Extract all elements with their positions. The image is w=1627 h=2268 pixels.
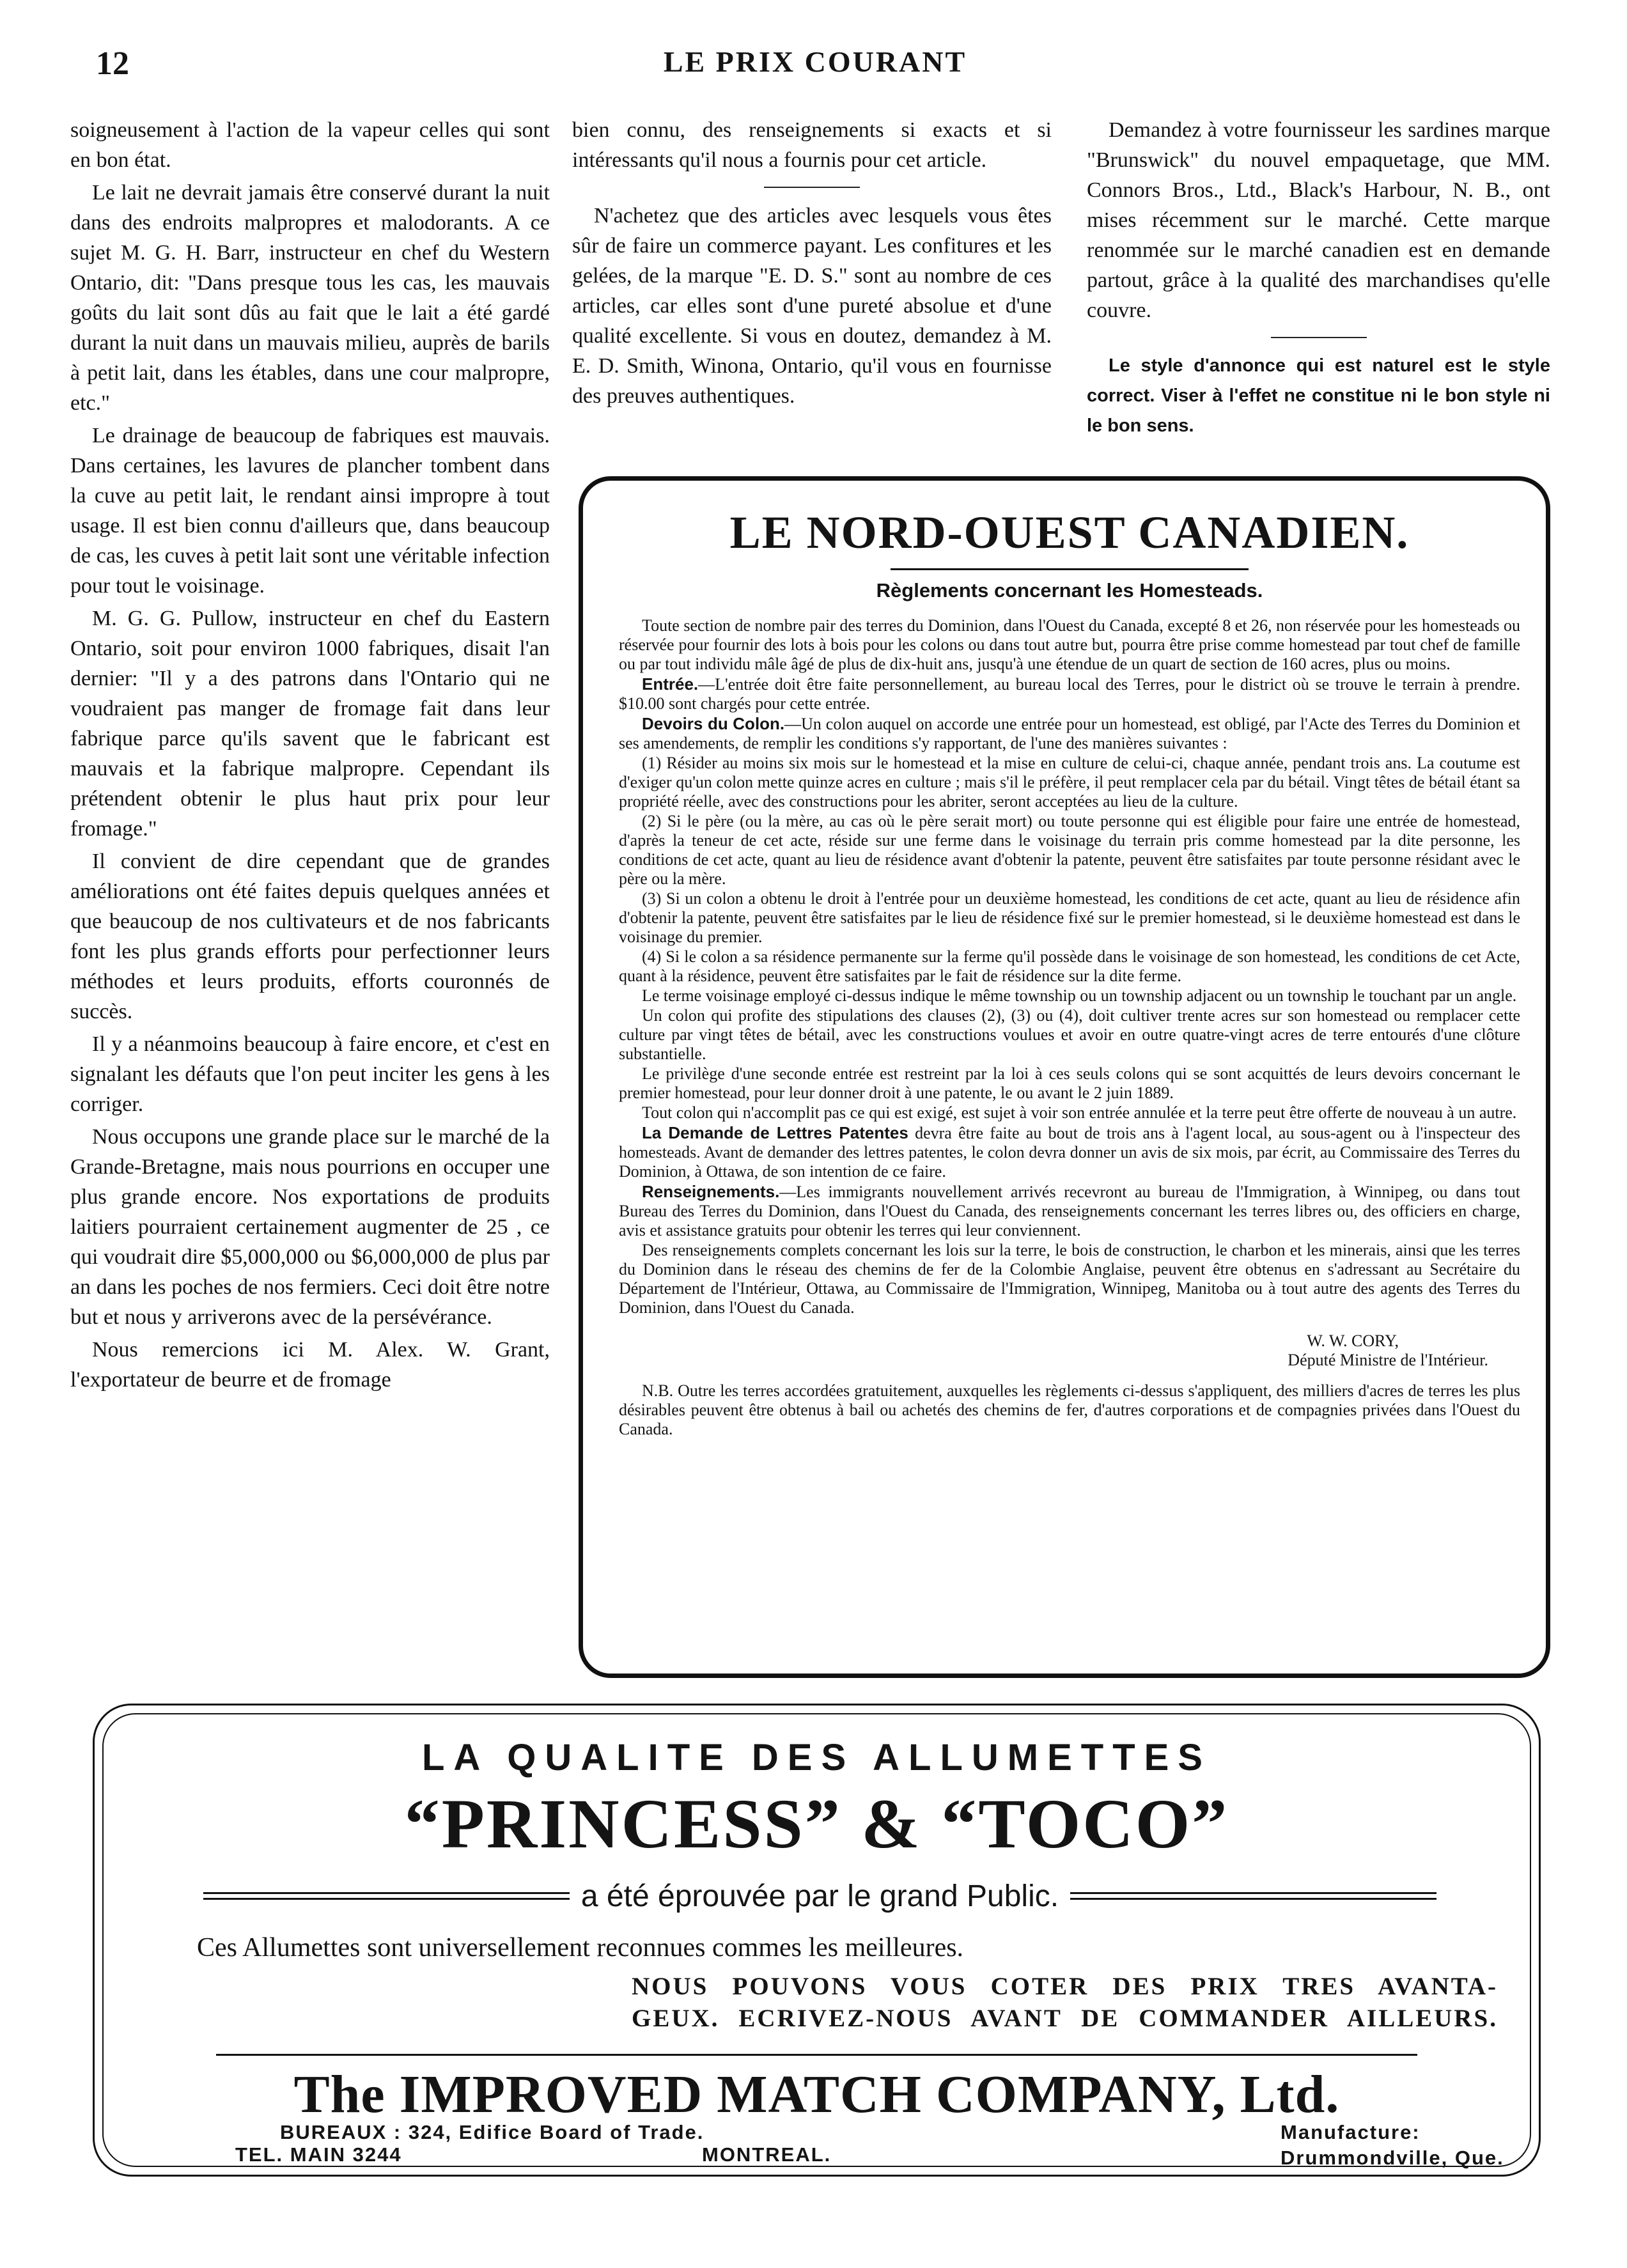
ad-tested-text: a été éprouvée par le grand Public.: [580, 1879, 1059, 1913]
journal-title: LE PRIX COURANT: [663, 45, 967, 78]
ad-recognized-text: Ces Allumettes sont universellement reconnues commes les meilleures.: [197, 1933, 964, 1962]
style-maxim: Le style d'annonce qui est naturel est le style correct. Viser à l'effet ne constitue ni le bon style ni le bon sens.: [1087, 355, 1550, 436]
regulation-text: —Les immigrants nouvellement arrivés recevront au bureau de l'Immigration, à Winnipeg, ou dans tout Bureau des Terres du Dominion, dans l'Ouest du Canada, des renseignements concernant les terres libres ou, des officiers en charge, avis et assistance gratuits pour obtenir les terres qui leur conviennent.: [619, 1183, 1520, 1239]
regulation-text: —Un colon auquel on accorde une entrée pour un homestead, est obligé, par l'Acte des Terres du Dominion et ses amendements, de remplir les conditions s'y rapportant, de l'une des manières suivantes :: [619, 715, 1520, 752]
divider: [216, 2054, 1417, 2056]
eds-notice: N'achetez que des articles avec lesquels vous êtes sûr de faire un commerce payant. Les confitures et les gelées, de la marque "E. D. S." sont au nombre de ces articles, car elles sont d'une pureté absolue et d'une qualité excellente. Si vous en doutez, demandez à M. E. D. Smith, Winona, Ontario, qu'il vous en fournisse des preuves authentiques.: [572, 204, 1052, 408]
article-paragraph: Il convient de dire cependant que de grandes améliorations ont été faites depuis quelques années et que beaucoup de nos cultivateurs et de nos fabricants font les plus grands efforts pour perfectionner leurs méthodes et leurs produits, efforts couronnés de succès.: [70, 850, 550, 1023]
ad-tested-row: [203, 1877, 1436, 1915]
ad-office-city: MONTREAL.: [702, 2143, 832, 2166]
regulation-paragraph: Toute section de nombre pair des terres du Dominion, dans l'Ouest du Canada, excepté 8 et 26, non réservée pour les homesteads ou réservée pour fournir des lots à bois pour les colons ou dans tout autre but, pourra être prise comme homestead par tout chef de famille ou par tout individu mâle âgé de plus de dix-huit ans, jusqu'à une étendue de un quart de section de 160 acres, plus ou moins.: [619, 616, 1520, 673]
article-column-middle: [572, 115, 1052, 451]
article-column-left: [70, 115, 550, 1668]
match-company-advertisement: [93, 1704, 1541, 2177]
signature-name: W. W. CORY,: [1307, 1332, 1399, 1350]
ad-telephone: TEL. MAIN 3244: [235, 2143, 402, 2166]
regulation-paragraph: [619, 674, 1520, 713]
ad-office-address: BUREAUX : 324, Edifice Board of Trade.: [280, 2121, 705, 2143]
article-paragraph: bien connu, des renseignements si exacts et si intéressants qu'il nous a fournis pour cet article.: [572, 118, 1052, 172]
ad-brand-names: “PRINCESS” & “TOCO”: [404, 1785, 1229, 1863]
regulation-paragraph: Un colon qui profite des stipulations des clauses (2), (3) ou (4), doit cultiver trente acres sur son homestead ou remplacer cette culture par vingt têtes de bétail, avec les constructions voulues et avoir en outre quatre-vingt acres de terre entourés d'une clôture substantielle.: [619, 1006, 1520, 1063]
homestead-regulations-notice: [579, 476, 1550, 1678]
regulation-condition: (3) Si un colon a obtenu le droit à l'entrée pour un deuxième homestead, les conditions de cet acte, quant au lieu de résidence afin d'obtenir la patente, peuvent être satisfaites par le lieu de résidence fixé sur le premier homestead, si le deuxième homestead est dans le voisinage du premier.: [619, 889, 1520, 946]
regulation-text: —L'entrée doit être faite personnellement, au bureau local des Terres, pour le district où se trouve le terrain à prendre. $10.00 sont chargés pour cette entrée.: [619, 675, 1520, 713]
regulation-paragraph: [619, 1182, 1520, 1240]
regulation-paragraph: Le privilège d'une seconde entrée est restreint par la loi à ces seuls colons qui se sont acquittés de leurs devoirs concernant le premier homestead, pour leur donner droit à une patente, le ou avant le 2 juin 1889.: [619, 1064, 1520, 1102]
ad-factory-label: Manufacture:: [1281, 2121, 1421, 2143]
divider: [891, 568, 1249, 570]
ad-price-offer-line: GEUX. ECRIVEZ-NOUS AVANT DE COMMANDER AILLEURS.: [632, 2005, 1498, 2032]
divider: [1271, 337, 1367, 338]
page-header: [96, 45, 1534, 89]
divider: [203, 1892, 570, 1900]
article-paragraph: Nous occupons une grande place sur le marché de la Grande-Bretagne, mais nous pourrions en occuper une plus grande encore. Nos exportations de produits laitiers pourraient certainement augmenter de 25 , ce qui voudrait dire $5,000,000 ou $6,000,000 de plus par an dans les poches de nos fermiers. Ceci doit être notre but et nous y arriverons avec de la persévérance.: [70, 1125, 550, 1329]
regulation-heading: Entrée.: [642, 674, 699, 694]
regulation-heading: La Demande de Lettres Patentes: [642, 1123, 908, 1142]
notice-title: LE NORD-OUEST CANADIEN.: [729, 507, 1410, 558]
regulation-paragraph: Le terme voisinage employé ci-dessus indique le même township ou un township adjacent ou un township le touchant par un angle.: [642, 986, 1517, 1005]
article-paragraph: Le drainage de beaucoup de fabriques est mauvais. Dans certaines, les lavures de plancher tombent dans la cuve au petit lait, le rendant ainsi impropre à tout usage. Il est bien connu d'ailleurs que, dans beaucoup de cas, les cuves à petit lait sont une véritable infection pour tout le voisinage.: [70, 424, 550, 598]
ad-price-offer-line: NOUS POUVONS VOUS COTER DES PRIX TRES AVANTA-: [632, 1973, 1498, 2000]
page-number: 12: [96, 45, 129, 82]
article-paragraph: soigneusement à l'action de la vapeur celles qui sont en bon état.: [70, 118, 550, 172]
regulation-paragraph: Des renseignements complets concernant les lois sur la terre, le bois de construction, le charbon et les minerais, ainsi que les terres du Dominion dans le réseau des chemins de fer de la Colombie Anglaise, peuvent être obtenus en s'adressant au Secrétaire du Département de l'Intérieur, Ottawa, au Commissaire de l'Immigration, Winnipeg, Manitoba ou à tout autre des agents des Terres du Dominion, dans l'Ouest du Canada.: [619, 1241, 1520, 1317]
regulation-text: devra être faite au bout de trois ans à l'agent local, au sous-agent ou à l'inspecteur des homesteads. Avant de demander des lettres patentes, le colon devra donner un avis de six mois, par écrit, au Commissaire des Terres du Dominion, à Ottawa, de son intention de ce faire.: [619, 1124, 1520, 1181]
ad-headline: LA QUALITE DES ALLUMETTES: [421, 1737, 1211, 1778]
article-column-right: [1087, 115, 1550, 451]
ad-factory-city: Drummondville, Que.: [1281, 2147, 1504, 2169]
regulation-condition: (1) Résider au moins six mois sur le homestead et la mise en culture de celui-ci, chaque année, pendant trois ans. La coutume est d'exiger qu'un colon mette quinze acres en culture ; mais s'il le préfère, il peut remplacer cela par du bétail. Vingt têtes de bétail étant sa propriété réelle, avec des constructions pour les abriter, seront acceptées au lieu de la culture.: [619, 754, 1520, 811]
regulation-condition: (2) Si le père (ou la mère, au cas où le père serait mort) ou toute personne qui est éligible pour faire une entrée de homestead, d'après la teneur de cet acte, réside sur une ferme dans le voisinage du terrain pris comme homestead par la dite personne, les conditions de cet acte, quant au lieu de résidence avant d'obtenir la patente, peuvent être satisfaites par toute personne résidant avec le père ou la mère.: [619, 812, 1520, 888]
regulation-heading: Renseignements.: [642, 1182, 780, 1201]
brunswick-notice: Demandez à votre fournisseur les sardines marque "Brunswick" du nouvel empaquetage, que MM. Connors Bros., Ltd., Black's Harbour, N. B., ont mises récemment sur le marché. Cette marque renommée sur le marché canadien est en demande partout, grâce à la qualité des marchandises qu'elle couvre.: [1087, 118, 1550, 322]
ad-company-name: The IMPROVED MATCH COMPANY, Ltd.: [293, 2065, 1340, 2124]
article-paragraph: Il y a néanmoins beaucoup à faire encore, et c'est en signalant les défauts que l'on peut inciter les gens à les corriger.: [70, 1032, 550, 1116]
signature-title: Député Ministre de l'Intérieur.: [1288, 1351, 1488, 1369]
ad-price-offer: [632, 1971, 1498, 2035]
regulation-heading: Devoirs du Colon.: [642, 714, 785, 733]
article-paragraph: Nous remercions ici M. Alex. W. Grant, l'exportateur de beurre et de fromage: [70, 1338, 550, 1392]
regulation-paragraph: Tout colon qui n'accomplit pas ce qui est exigé, est sujet à voir son entrée annulée et la terre peut être offerte de nouveau à un autre.: [642, 1103, 1517, 1122]
article-paragraph: M. G. G. Pullow, instructeur en chef du Eastern Ontario, soit pour environ 1000 fabriques, disait l'an dernier: "Il y a des patrons dans l'Ontario qui ne voudraient pas manger de fromage fait dans leur fabrique parce qu'ils savent que le fabricant est mauvais et la fabrique malpropre. Cependant ils prétendent obtenir le plus haut prix pour leur fromage.": [70, 607, 550, 841]
regulation-condition: (4) Si le colon a sa résidence permanente sur la ferme qu'il possède dans le voisinage de son homestead, les conditions de cet Acte, quant à la résidence, peuvent être satisfaites par le fait de résidence sur la dite ferme.: [619, 947, 1520, 985]
divider: [764, 187, 860, 188]
regulation-paragraph: [619, 714, 1520, 753]
article-paragraph: Le lait ne devrait jamais être conservé durant la nuit dans des endroits malpropres et malodorants. A ce sujet M. G. H. Barr, instructeur en chef du Western Ontario, dit: "Dans presque tous les cas, les mauvais goûts du lait sont dûs au fait que le lait a été gardé durant la nuit dans un mauvais milieu, auprès de barils à petit lait, dans les étables, dans une cour malpropre, etc.": [70, 181, 550, 415]
regulation-footnote: N.B. Outre les terres accordées gratuitement, auxquelles les règlements ci-dessus s'appliquent, des milliers d'acres de terres les plus désirables peuvent être obtenus à bail ou achetés des chemins de fer, d'autres corporations et de compagnies privées dans l'Ouest du Canada.: [619, 1381, 1520, 1438]
divider: [1070, 1892, 1436, 1900]
regulation-paragraph: [619, 1123, 1520, 1181]
notice-subtitle: Règlements concernant les Homesteads.: [876, 579, 1263, 602]
